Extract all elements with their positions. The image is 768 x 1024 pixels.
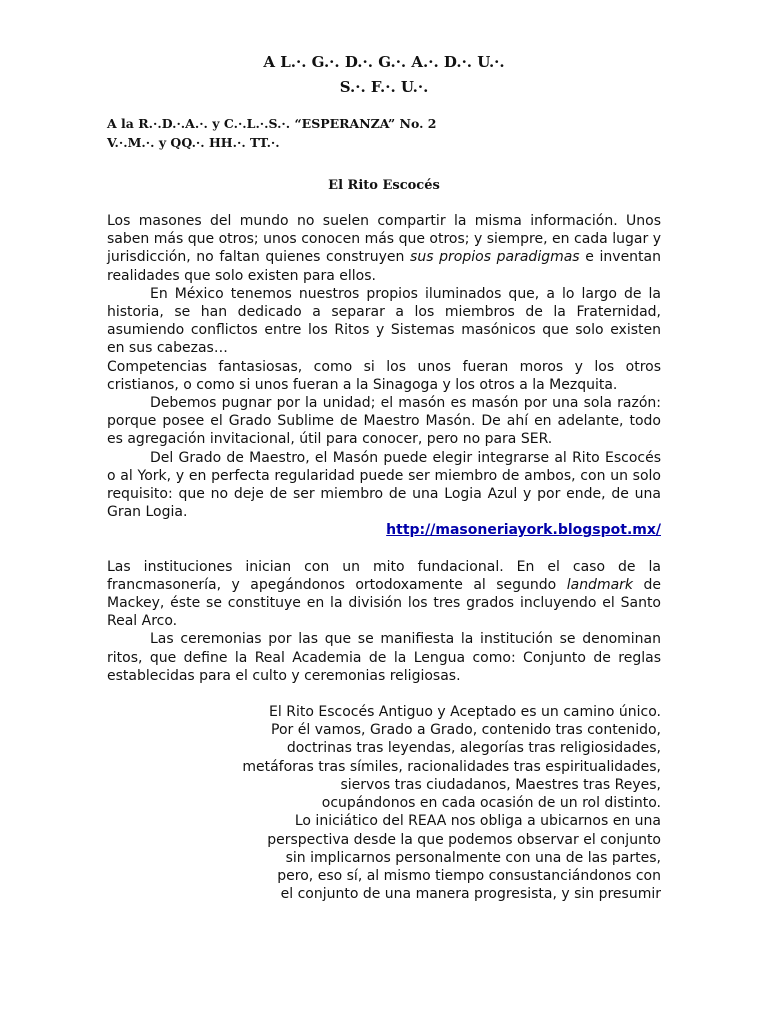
right-aligned-block <box>107 703 661 903</box>
header-line-1: A L.·. G.·. D.·. G.·. A.·. D.·. U.·. <box>263 53 505 71</box>
paragraph-7: Las ceremonias por las que se manifiesta la institución se denominan ritos, que define la Real Academia de la Lengua como: Conjunto de reglas establecidas para el culto y ceremonias religiosas. <box>107 631 661 684</box>
paragraph-1-text-b: e inventan realidades que solo existen para ellos. <box>107 249 661 284</box>
paragraph-6-emphasis: landmark <box>566 576 634 593</box>
right-line: el conjunto de una manera progresista, y sin presumir <box>280 886 661 903</box>
paragraph-6-text-a: Las instituciones inician con un mito fundacional. En el caso de la francmasonería, y apegándonos ortodoxamente al segundo <box>107 558 661 593</box>
right-line: ocupándonos en cada ocasión de un rol distinto. <box>321 795 661 812</box>
paragraph-6 <box>107 558 661 631</box>
body-text <box>107 212 661 903</box>
right-line: El Rito Escocés Antiguo y Aceptado es un camino único. <box>269 704 661 721</box>
blog-link[interactable]: http://masoneriayork.blogspot.mx/ <box>386 522 661 539</box>
lodge-block <box>107 114 661 152</box>
paragraph-4: Debemos pugnar por la unidad; el masón es masón por una sola razón: porque posee el Grado Sublime de Maestro Masón. De ahí en adelante, todo es agregación invitacional, útil para conocer, pero no para SER. <box>107 395 661 448</box>
document-page <box>107 50 661 903</box>
right-line: sin implicarnos personalmente con una de las partes, <box>285 849 661 866</box>
document-title: El Rito Escocés <box>328 178 440 193</box>
paragraph-2: En México tenemos nuestros propios iluminados que, a lo largo de la historia, se han dedicado a separar a los miembros de la Fraternidad, asumiendo conflictos entre los Ritos y Sistemas masónicos que solo existen en sus cabezas… <box>107 285 661 357</box>
lodge-line-1: A la R.·.D.·.A.·. y C.·.L.·.S.·. “ESPERANZA” No. 2 <box>107 116 437 131</box>
paragraph-1-emphasis: sus propios paradigmas <box>410 249 580 266</box>
paragraph-1 <box>107 212 661 285</box>
right-line: Por él vamos, Grado a Grado, contenido tras contenido, <box>271 722 661 739</box>
right-line: perspectiva desde la que podemos observar el conjunto <box>267 831 661 848</box>
right-line: metáforas tras símiles, racionalidades tras espiritualidades, <box>242 758 661 775</box>
spacer <box>107 540 661 558</box>
lodge-line-2: V.·.M.·. y QQ.·. HH.·. TT.·. <box>107 135 280 150</box>
paragraph-3: Competencias fantasiosas, como si los unos fueran moros y los otros cristianos, o como si unos fueran a la Sinagoga y los otros a la Mezquita. <box>107 358 661 393</box>
paragraph-1-text-a: Los masones del mundo no suelen compartir la misma información. Unos saben más que otros; unos conocen más que otros; y siempre, en cada lugar y jurisdicción, no faltan quienes construyen <box>107 213 661 266</box>
header-line-2: S.·. F.·. U.·. <box>339 78 429 96</box>
paragraph-6-text-b: de Mackey, éste se constituye en la división los tres grados incluyendo el Santo Real Arco. <box>107 576 661 630</box>
spacer <box>107 685 661 703</box>
right-line: Lo iniciático del REAA nos obliga a ubicarnos en una <box>294 813 661 830</box>
right-line: doctrinas tras leyendas, alegorías tras religiosidades, <box>286 740 661 757</box>
right-line: pero, eso sí, al mismo tiempo consustanciándonos con <box>277 867 661 884</box>
right-line: siervos tras ciudadanos, Maestres tras Reyes, <box>340 776 661 793</box>
paragraph-5: Del Grado de Maestro, el Masón puede elegir integrarse al Rito Escocés o al York, y en perfecta regularidad puede ser miembro de ambos, con un solo requisito: que no deje de ser miembro de una Logia Azul y por ende, de una Gran Logia. <box>107 449 661 521</box>
